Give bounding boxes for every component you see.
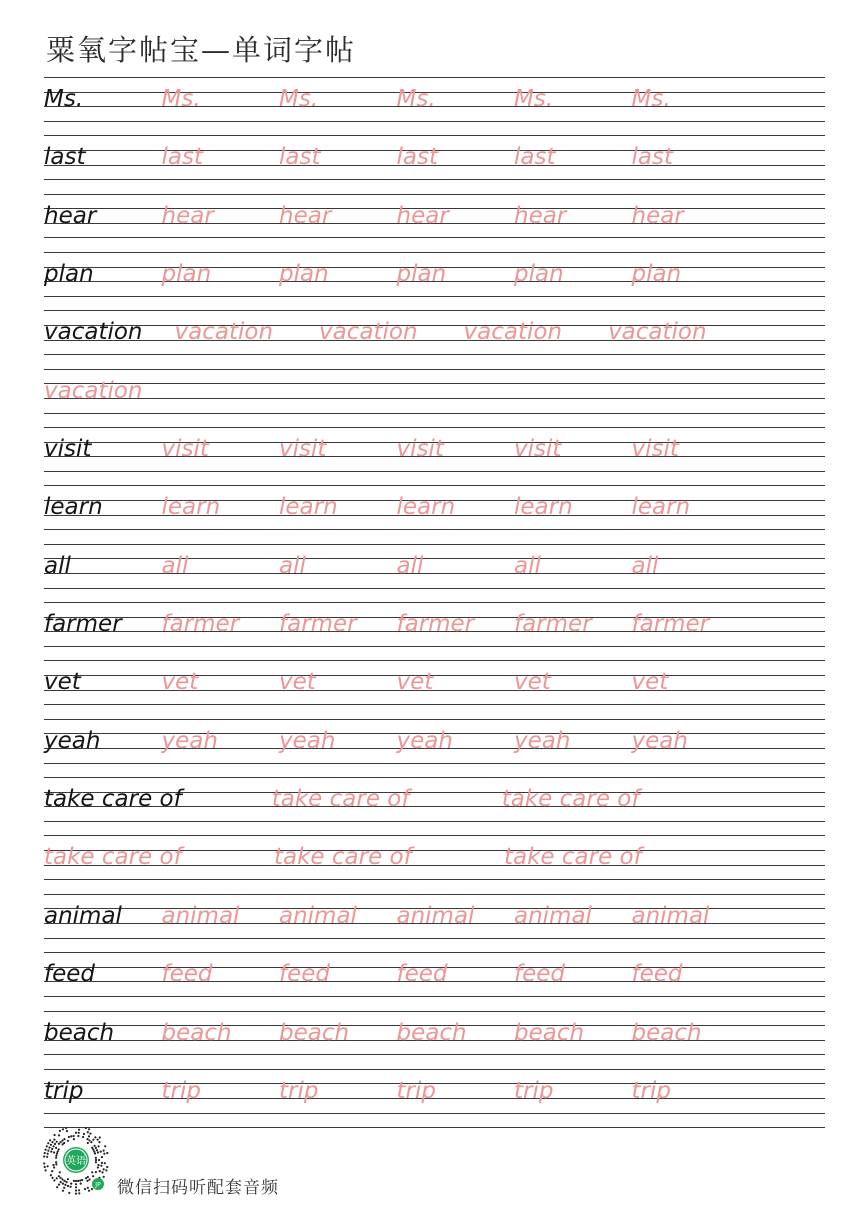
trace-word: vet: [631, 669, 669, 696]
ruled-line: [44, 544, 825, 545]
trace-word: animal: [161, 902, 240, 929]
trace-word: learn: [279, 494, 338, 521]
trace-word: animal: [396, 902, 475, 929]
model-word: take care of: [44, 786, 182, 813]
trace-word: trip: [396, 1077, 436, 1104]
practice-row: [44, 1011, 825, 1069]
trace-word: Ms.: [631, 86, 671, 112]
ruled-line: [44, 602, 825, 603]
model-word: visit: [44, 436, 92, 463]
practice-row: [44, 135, 825, 193]
model-word: hear: [44, 202, 97, 229]
ruled-line: [44, 354, 825, 355]
ruled-line: [44, 471, 825, 472]
trace-word: visit: [279, 436, 327, 463]
practice-row: [44, 602, 825, 660]
trace-word: plan: [631, 261, 682, 288]
trace-word: hear: [514, 202, 567, 229]
trace-word: last: [396, 144, 438, 171]
trace-word: last: [279, 144, 321, 171]
trace-word: animal: [279, 902, 357, 929]
ruled-line: [44, 660, 825, 661]
trace-word: trip: [631, 1077, 671, 1104]
ruled-line: [44, 879, 825, 880]
handwriting-sheet: [44, 77, 825, 1128]
practice-row: [44, 719, 825, 777]
model-word: vet: [44, 669, 81, 696]
ruled-line: [44, 179, 825, 180]
practice-row: [44, 369, 825, 427]
ruled-line: [44, 485, 825, 486]
trace-word: vet: [161, 669, 199, 696]
model-word: Ms.: [44, 86, 84, 112]
trace-word: vet: [279, 669, 316, 696]
trace-word: farmer: [514, 611, 592, 638]
trace-word: learn: [631, 494, 691, 521]
trace-word: yeah: [396, 727, 453, 754]
practice-row: [44, 835, 825, 893]
ruled-line: [44, 1069, 825, 1070]
ruled-line: [44, 427, 825, 428]
trace-word: Ms.: [514, 86, 554, 112]
ruled-line: [44, 135, 825, 136]
trace-word: yeah: [631, 727, 688, 754]
trace-word: hear: [279, 202, 332, 229]
trace-word: take care of: [501, 786, 640, 813]
trace-word: hear: [161, 202, 214, 229]
trace-word: all: [631, 552, 659, 579]
model-word: vacation: [44, 319, 143, 346]
practice-row: [44, 544, 825, 602]
practice-row: [44, 310, 825, 368]
trace-word: visit: [161, 436, 209, 463]
trace-word: hear: [396, 202, 449, 229]
trace-word: learn: [514, 494, 573, 521]
ruled-line: [44, 1113, 825, 1114]
trace-word: plan: [161, 261, 212, 288]
trace-word: visit: [514, 436, 562, 463]
ruled-line: [44, 369, 825, 370]
model-word: plan: [44, 261, 94, 288]
ruled-line: [44, 704, 825, 705]
trace-word: feed: [631, 961, 683, 988]
trace-word: farmer: [631, 611, 710, 638]
ruled-line: [44, 398, 825, 399]
trace-word: vacation: [174, 319, 274, 346]
trace-word: last: [631, 144, 673, 171]
trace-word: vacation: [463, 319, 563, 346]
trace-word: Ms.: [161, 86, 201, 112]
ruled-line: [44, 296, 825, 297]
trace-word: vacation: [44, 377, 143, 404]
trace-word: all: [514, 552, 541, 579]
trace-word: take care of: [44, 844, 182, 871]
model-word: last: [44, 144, 86, 171]
practice-row: [44, 77, 825, 135]
practice-row: [44, 1069, 825, 1127]
practice-row: [44, 660, 825, 718]
trace-word: hear: [631, 202, 684, 229]
trace-word: all: [161, 552, 189, 579]
ruled-line: [44, 252, 825, 253]
ruled-line: [44, 383, 825, 384]
qr-code-icon: [40, 1127, 112, 1199]
ruled-line: [44, 719, 825, 720]
ruled-line: [44, 237, 825, 238]
trace-word: plan: [514, 261, 564, 288]
trace-word: take care of: [274, 844, 412, 871]
trace-word: animal: [514, 902, 592, 929]
ruled-line: [44, 894, 825, 895]
trace-word: beach: [279, 1019, 350, 1046]
trace-word: learn: [161, 494, 221, 521]
trace-word: plan: [279, 261, 329, 288]
practice-row: [44, 194, 825, 252]
model-word: all: [44, 552, 71, 579]
model-word: animal: [44, 902, 122, 929]
trace-word: beach: [396, 1019, 467, 1046]
practice-row: [44, 952, 825, 1010]
practice-row: [44, 427, 825, 485]
trace-word: visit: [396, 436, 444, 463]
trace-word: yeah: [279, 727, 336, 754]
ruled-line: [44, 952, 825, 953]
ruled-line: [44, 77, 825, 78]
trace-word: beach: [161, 1019, 232, 1046]
qr-corner-label: JP: [95, 1181, 101, 1189]
trace-word: take care of: [271, 786, 410, 813]
trace-word: yeah: [514, 727, 571, 754]
trace-word: take care of: [504, 844, 642, 871]
trace-word: vet: [396, 669, 434, 696]
trace-word: feed: [279, 961, 330, 988]
trace-word: all: [279, 552, 306, 579]
trace-word: plan: [396, 261, 447, 288]
trace-word: last: [514, 144, 556, 171]
practice-row: [44, 252, 825, 310]
trace-word: vet: [514, 669, 551, 696]
trace-word: feed: [396, 961, 448, 988]
trace-word: learn: [396, 494, 456, 521]
page-title: 粟氧字帖宝—单词字帖: [46, 33, 357, 67]
trace-word: feed: [161, 961, 213, 988]
ruled-line: [44, 340, 825, 341]
ruled-line: [44, 777, 825, 778]
trace-word: beach: [514, 1019, 585, 1046]
ruled-line: [44, 938, 825, 939]
model-word: learn: [44, 494, 103, 521]
ruled-line: [44, 763, 825, 764]
trace-word: trip: [514, 1077, 554, 1104]
ruled-line: [44, 821, 825, 822]
model-word: feed: [44, 961, 95, 988]
trace-word: Ms.: [396, 86, 436, 112]
trace-word: all: [396, 552, 424, 579]
trace-word: animal: [631, 902, 710, 929]
trace-word: vacation: [319, 319, 418, 346]
ruled-line: [44, 1054, 825, 1055]
ruled-line: [44, 588, 825, 589]
ruled-line: [44, 996, 825, 997]
trace-word: beach: [631, 1019, 702, 1046]
trace-word: farmer: [279, 611, 357, 638]
ruled-line: [44, 325, 825, 326]
trace-word: farmer: [396, 611, 475, 638]
model-word: yeah: [44, 727, 101, 754]
trace-word: yeah: [161, 727, 218, 754]
practice-row: [44, 485, 825, 543]
ruled-line: [44, 194, 825, 195]
qr-badge-label: 英语: [66, 1156, 86, 1167]
trace-word: Ms.: [279, 86, 319, 112]
practice-row: [44, 777, 825, 835]
practice-row: [44, 894, 825, 952]
trace-word: visit: [631, 436, 679, 463]
trace-word: farmer: [161, 611, 240, 638]
ruled-line: [44, 646, 825, 647]
model-word: beach: [44, 1019, 115, 1046]
trace-word: trip: [279, 1077, 319, 1104]
scan-instruction: 微信扫码听配套音频: [117, 1178, 279, 1198]
ruled-line: [44, 121, 825, 122]
ruled-line: [44, 529, 825, 530]
trace-word: feed: [514, 961, 565, 988]
ruled-line: [44, 1011, 825, 1012]
ruled-line: [44, 413, 825, 414]
model-word: farmer: [44, 611, 122, 638]
trace-word: trip: [161, 1077, 201, 1104]
ruled-line: [44, 310, 825, 311]
footer: [40, 1127, 440, 1199]
trace-word: last: [161, 144, 203, 171]
model-word: trip: [44, 1077, 84, 1104]
ruled-line: [44, 835, 825, 836]
trace-word: vacation: [608, 319, 707, 346]
